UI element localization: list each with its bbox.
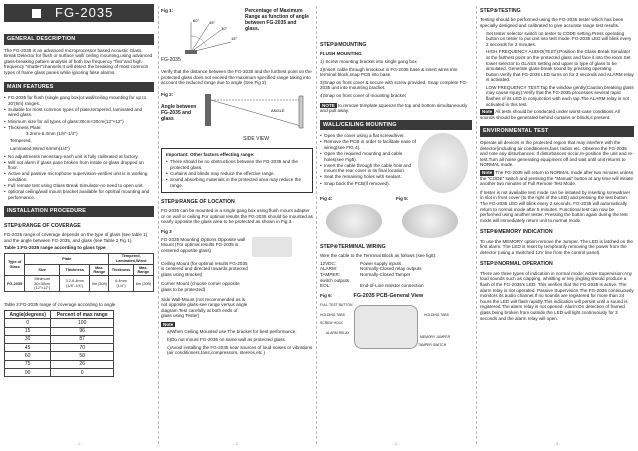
table-cell: 9m (30ft) — [90, 276, 109, 292]
flush-step: 1) Screw mounting bracket into single gang box — [320, 58, 417, 64]
list-item: • FG-2035 for flush (single gang box)or wall/ceiling mounting for up to 30'(9m) ranges. — [4, 95, 154, 106]
tester-text: If tester is not available test mode can be initiated by inserting screwdriver in slot in front cover (to the right of the LED) and pressing the test button. The FG-2035 LED will blink every 2 seconds. FG-2035 will automatically return to normal mode after 5 minutes. Functional test can now be performed using another tester. Pressing the button again during the test mode will immediately return unit to normal mode. — [480, 189, 631, 223]
step-1-heading: STEP①RANGE OF COVERAGE — [4, 222, 81, 229]
table-row — [5, 344, 114, 352]
wall-row — [320, 133, 472, 193]
table-head-cell: Percent of max range — [51, 310, 114, 318]
step-2-text: FG-2035 can be mounted in a single gang box using flush mount adapter or on wall or ceiling.For optimal results the FG-2035 should be mounted as nearly opposite the glass area to be protected as shown in Fig 3. — [161, 208, 313, 225]
pcb-board — [354, 305, 418, 349]
table-row — [5, 360, 114, 368]
table-cell: 6m (20ft) — [133, 276, 153, 292]
side-view-diagram — [201, 92, 311, 134]
fig-1-caption: Percentage of Maximum Range as function of angle between FG-2035 and glass. — [245, 8, 309, 33]
flush-step: 3)Snap on front cover & secure with screw provided. Snap complete FG-2035 unit into mounting bracket. — [320, 79, 468, 91]
verify-text: Verify that the distance between the FG-2035 and the furthest point on the protected glass does not exceed the maximum specified range taking into account the reduced range due to angle (See Fig 2) — [161, 69, 312, 86]
step-1-text: FG-2035 range of coverage depends on the type of glass (see table 1) and the angle between FG-2035, and glass (see Table 2 Fig 1). — [4, 232, 148, 243]
table-cell: 30 — [5, 335, 51, 343]
installation-header: INSTALLATION PROCEDURE — [4, 206, 154, 217]
table-head-cell: Plate — [25, 253, 109, 264]
room-illustration — [252, 237, 292, 257]
fig-3-label: Fig 3 — [161, 228, 172, 234]
memory-text: To use the MEMORY option-remove the Jumper. The LED is latched on the first alarm. The LED is reset by temporarily removing the power from the detector (using a Switched 12V line from the control panel). — [480, 238, 633, 255]
pcb-diagram — [320, 301, 472, 353]
wiring-value: Normally-Closed Tamper — [360, 272, 411, 277]
detector-photo — [418, 133, 468, 193]
list-item: • Sound absorbing materials in the protected area may reduce the range. — [166, 177, 308, 188]
mount-option: Corner Mount (choose corner opposite glass to be protected) — [161, 281, 240, 292]
column-3 — [320, 0, 472, 451]
table-head-cell: Tempered, Laminated,Wired — [109, 253, 154, 264]
table-cell: 45 — [5, 344, 51, 352]
wiring-key: 12VDC: — [320, 260, 337, 266]
pcb-label: HOLDING TABS — [320, 313, 345, 318]
list-item: • Suitable for most common types of plate,tempered, laminated and wired glass. — [4, 107, 154, 118]
table-head-cell: Thickness — [60, 265, 90, 276]
step-7-heading: STEP⑦NORMAL OPERATION — [480, 261, 553, 268]
wiring-intro: Wire the cable to the Terminal Block as follows (see fig6): — [320, 253, 437, 259]
page-number: - 3 - — [392, 441, 400, 447]
table-cell: FG-2035 — [5, 276, 25, 292]
angle-label: 30° — [221, 25, 228, 31]
table-cell: 87 — [51, 335, 114, 343]
column-divider — [316, 6, 317, 444]
test-step: LOW FREQUENCY TEST:Tap the window gently(Caution breaking glass may cause injury).Verify that the FG-2035 processes several rapid flashes of its LED in conjunction with each tap.The ALARM relay is not activated in this test. — [486, 84, 634, 107]
side-view-label: SIDE VIEW — [243, 135, 269, 142]
table-cell: Minimum 30×30cm (12"×12") — [25, 276, 60, 292]
fig-6-label: Fig 6: — [320, 292, 333, 298]
env-text: Operate all devices in the protected region that may interfere with the detector(including air conditioners,fans radios etc. Observe the FG-2035 and note any disturbances. If disturbances occur,re-position the unit and re-test.Turn all noise generating equipment off and wait until unit returns to NORMAL mode. — [480, 140, 634, 168]
table-cell: 3.2-6.4mm (1/8"-1/4") — [60, 276, 90, 292]
angle-text: ANGLE — [271, 108, 285, 114]
fig-5-photo — [402, 204, 458, 238]
table-row — [5, 319, 114, 327]
thickness-laminated: Laminated,Wired 64mm(1/4") — [10, 145, 70, 151]
list-item: • There should be no obstructions between the FG-2035 and the protected glass. — [166, 159, 308, 170]
column-1 — [4, 0, 154, 451]
step-5-heading: STEP⑤TESTING — [480, 8, 521, 14]
fig-2-caption: Angle between FG-2035 and glass — [161, 103, 197, 122]
fig-3-row — [161, 237, 313, 257]
table-row — [5, 276, 154, 292]
column-4 — [480, 0, 634, 451]
list-item: • Will not alarm if glass pane broken from inside or glass dropped on floor. — [4, 160, 154, 171]
mount-option: Ceiling Mount (for optimal results FG-2035 is centered and directed towards protected glass using Bracket) — [161, 260, 248, 277]
note-tag: NOTE — [322, 102, 335, 108]
wiring-value: End-of-Line resistor connection — [360, 283, 424, 289]
flush-step: 2)Insert cable through knockout in FG-2035 base & insert wires into terminal block,snap PCB into base. — [320, 66, 458, 78]
wall-ceiling-header: WALL/CEILING MOUNTING — [320, 120, 472, 131]
thickness-plate: 3.2mm-6.4mm (1/8"-1/4") — [26, 130, 78, 136]
test-step: Set tester selector switch on tester to CODE setting.Press operating button on tester to put unit into test mode. FG-2035 LED will blink every 2 seconds for 2 minutes. — [486, 30, 632, 47]
wiring-value: Power supply inputs — [360, 260, 402, 266]
general-description-text: The FG-2035 is an advanced microprocessor based Acoustic Glass Break Detector for flush or surface wall/ ceiling mounting,using advanced glass-breaking pattern analysis of both low frequency "flex"and high frequency "shatter"channels.It will detect the breaking of most common types of frame glass panes while ignoring false alarms. — [4, 47, 153, 75]
normal-text: There are three types of indication in normal mode: Active Supervision:Any loud sounds such as clapping, whistling or key jingling should produce a flash of the FG-2035's LED. This verifies that the FG-2035 is active. The alarm relay is not operated. Passive Supervision:The FG-2035 continuously monitors its audio channel.If no sounds are registered for more than 24 hours the LED will flash rapidly.This indication will persist until a sound is registered.The alarm relay is not opened. Alarm:On detection of framed glass being broken from outside the LED will light continuously for 3 seconds and the alarm relay will open. — [480, 270, 634, 321]
table-head-cell: Max. Range — [90, 265, 109, 276]
note-tag: Note — [482, 109, 493, 115]
table-cell: 26 — [51, 360, 114, 368]
angle-label: 15° — [231, 35, 238, 41]
fig-6-title: FG-2035 PCB-General View — [353, 292, 424, 299]
column-divider — [476, 6, 477, 444]
step-4-heading: STEP④TERMINAL WIRING — [320, 243, 386, 250]
list-item: • Minimum size for all types of glass:30cm×30cm(12"×12") — [4, 119, 154, 125]
table-cell: 50 — [51, 352, 114, 360]
table-cell: 75 — [5, 360, 51, 368]
fig-1-device: FG-2035 — [161, 57, 181, 64]
table-head-cell: Type of Glass — [5, 253, 25, 276]
square-icon — [32, 9, 41, 18]
table-row — [5, 352, 114, 360]
fig-4-5-row — [320, 196, 472, 238]
page-number: - 1 - — [75, 441, 83, 447]
table-head-cell: Angle(degrees) — [5, 310, 51, 318]
angle-range-table — [4, 310, 114, 377]
page-number: - 4 - — [553, 441, 561, 447]
flush-step: 4)Snap on front cover of mounting bracket — [320, 92, 406, 98]
fig-1 — [161, 8, 313, 65]
list-item: • Snap back the PCB(if removed). — [320, 181, 416, 187]
fig-2-label: Fig 2: — [161, 92, 174, 98]
table-head-cell: Size — [25, 265, 60, 276]
table-cell: 60 — [5, 352, 51, 360]
angle-label: 60° — [193, 17, 200, 23]
list-item: • optional ceiling/wall mount bracket available for optimal mounting and performance. — [4, 189, 154, 200]
list-item: • Seat the remaining holes with sealant. — [320, 174, 416, 180]
fig-2 — [161, 92, 313, 144]
flush-heading: FLUSH MOUNTING — [320, 51, 362, 57]
list-item: • Active and passive microphone supervision-verifies unit is in working condition. — [4, 171, 154, 182]
wiring-key: switch outputs — [320, 277, 350, 283]
thickness-tempered: Tempered, — [10, 138, 32, 144]
note-item: a)When Ceiling Mounted use The bracket for best performance. — [167, 329, 297, 335]
column-2 — [161, 0, 313, 451]
table-head-cell: Max. Range — [133, 265, 153, 276]
table-2-caption: Table 2:FG-2035 range of coverage according to angle — [4, 302, 116, 308]
step-2-heading: STEP②RANGE OF LOCATION — [161, 198, 235, 205]
table-cell: 90 — [5, 369, 51, 377]
mount-option: Side Wall-Mount (not recommended as is not opposite glass-see range versus angle diagram.Test carefully at both ends of glass using Tester) — [161, 296, 248, 319]
table-row — [5, 335, 114, 343]
wiring-value: Normally-Closed relay outputs — [360, 266, 422, 272]
wall-steps — [320, 133, 416, 193]
glass-type-table — [4, 253, 154, 292]
list-item: • Open the required mounting and cable holes(see Fig5). — [320, 151, 416, 162]
list-item: • Insert the cable through the cable hole and mount the rear cover in its final location. — [320, 163, 416, 174]
env-note-text: The FG-2035 will return to NORMAL mode after two minutes unless the "CODE" switch and pressing the "Manual" button at any time will initiate another two minutes of Full Remote Test Mode. — [480, 170, 634, 187]
pcb-label: HOLDING TABS — [424, 313, 449, 318]
note-item: b)Do not mount FG-2035 on same wall as protected glass. — [167, 337, 286, 343]
step-6-heading: STEP⑥MEMORY INDICATION — [480, 229, 553, 236]
main-features-header: MAIN FEATURES — [4, 82, 154, 93]
environmental-header: ENVIRONMENTAL TEST — [480, 126, 634, 137]
pcb-label: ALARM RELAY — [326, 331, 350, 336]
note-text: All tests should be conducted under worst-case conditions.All sounds should be generated behind curtains or blinds,it present. — [480, 109, 620, 120]
angle-label: 45° — [209, 19, 216, 25]
features-list — [4, 95, 154, 130]
list-item: • Remove the PCB in order to facilitate ease of wiring(see FIG 4). — [320, 139, 416, 150]
pcb-label: TAMPER SWITCH — [418, 343, 447, 348]
important-box — [161, 148, 313, 193]
general-description-header: GENERAL DESCRIPTION — [4, 34, 154, 45]
page-number: - 2 - — [233, 441, 241, 447]
fig-5-label: Fig 5: — [396, 196, 409, 202]
note-tag: Note — [482, 170, 493, 175]
fig-1-label: Fig 1: — [161, 8, 174, 13]
title-bar — [4, 4, 154, 22]
step-3-heading: STEP③MOUNTING — [320, 42, 367, 48]
table-cell: 15 — [5, 327, 51, 335]
list-item: • Open the cover using a flat screwdriver. — [320, 133, 416, 139]
note-item: c)Avoid installing the FG-2035 near sources of loud noises or vibrations (air conditioners,fans,compressors, stereos,etc.) — [167, 344, 313, 356]
list-item: • No adjustments necessary-each unit is fully calibrated at factory. — [4, 154, 154, 160]
pcb-label: SCREW HOLE — [320, 321, 343, 326]
wiring-key: EOL: — [320, 283, 331, 289]
wiring-key: ALARM: — [320, 266, 338, 272]
table-1-caption: Table 1:FG-2035 range according to glass type — [4, 245, 106, 251]
table-cell: 6.4mm (1/4") — [109, 276, 133, 292]
test-step: HIGH FREQUENCY AUDIO(TEST):Position the Glass Break Simulator at the farthest point on the protected glass and face it into the room.Set tower selector to GLASS setting and upper to type of glass to be simulated. Generate glass-break sound by pressing operating button.Verify that FG-2035 LED turns on for 3 seconds and ALARM relay is activated. — [486, 49, 634, 83]
wiring-key: TAMPER: — [320, 272, 341, 277]
table-head-cell: Thickness — [109, 265, 133, 276]
pcb-label: FULL TEST BUTTON — [320, 303, 353, 308]
fig-4-label: Fig 4: — [320, 196, 333, 202]
note-tag: Note — [163, 321, 174, 327]
note-text: to remove trimplate,squeeze the top and bottom simultaneously and pull away. — [320, 102, 468, 114]
fig-4-photo — [326, 204, 382, 238]
table-row — [5, 369, 114, 377]
column-divider — [158, 6, 159, 444]
mount-option: FG-2035 Mounting Options Opposite wall Mount (For optimal results FG-2035 is centered opposite glass) — [161, 236, 246, 253]
test-intro: Testing should be performed using the FG-2035 tester which has been specially designed and calibrated to give accurate range test results. — [480, 17, 624, 28]
table-row — [5, 327, 114, 335]
pcb-label: MEMORY JUMPER — [420, 335, 451, 340]
list-item: • Thickness Plate: — [4, 125, 154, 131]
table-cell: 96 — [51, 327, 114, 335]
list-item: • Curtains and blinds may reduce the effective range. — [166, 171, 308, 177]
list-item: • Full remote test using Glass Break Simulator-no need to open unit. — [4, 183, 154, 189]
table-cell: 70 — [51, 344, 114, 352]
page-title: FG-2035 — [55, 5, 114, 20]
important-title: Important: Other factors effecting range: — [166, 151, 255, 157]
table-cell: 0 — [51, 369, 114, 377]
features-list-2 — [4, 154, 154, 201]
table-cell: 100 — [51, 319, 114, 327]
angle-diagram — [161, 16, 241, 56]
table-cell: 0 — [5, 319, 51, 327]
